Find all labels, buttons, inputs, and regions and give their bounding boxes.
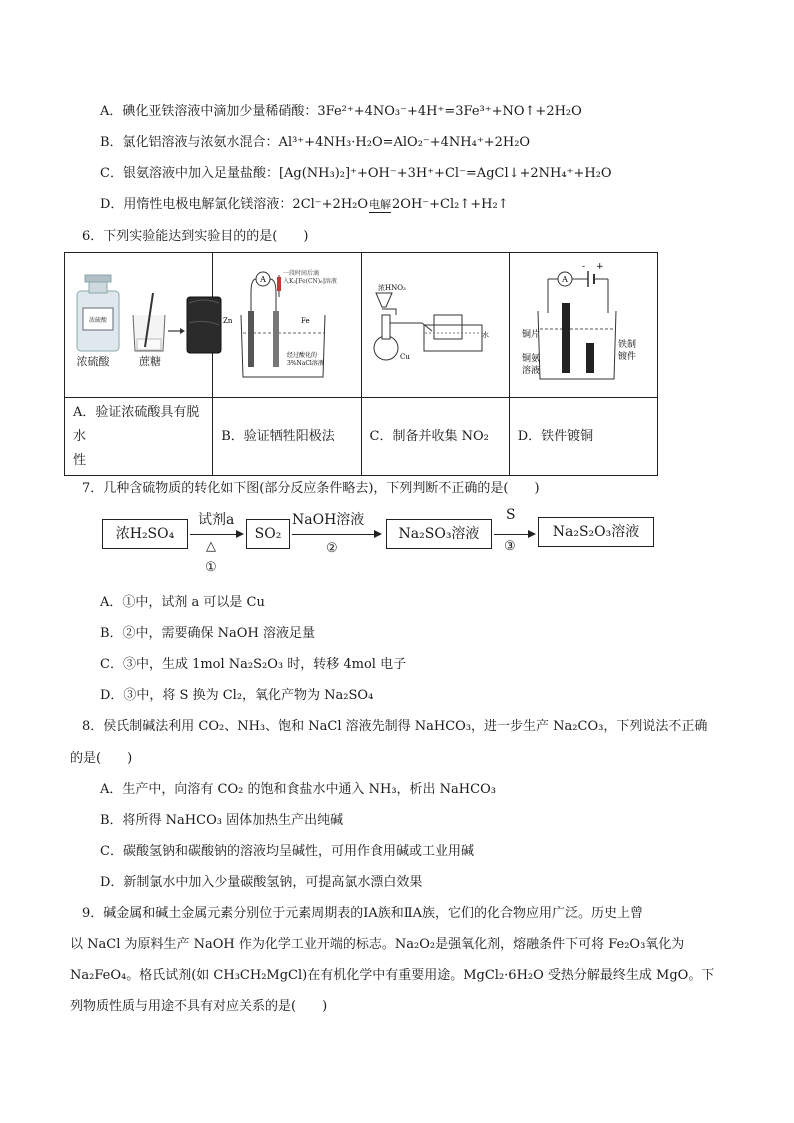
q8-option-a: A．生产中，向溶有 CO₂ 的饱和食盐水中通入 NH₃，析出 NaHCO₃ (100, 782, 496, 797)
q6-stem: 6．下列实验能达到实验目的的是( ) (82, 229, 309, 244)
flow-a1-bottom2: ① (205, 560, 217, 575)
q7-option-c: C．③中，生成 1mol Na₂S₂O₃ 时，转移 4mol 电子 (100, 657, 407, 672)
iron-piece (586, 343, 594, 373)
q6-option-b: B．验证牺牲阳极法 (213, 398, 361, 476)
svg-text:A: A (561, 275, 568, 284)
svg-text:-: - (581, 262, 585, 272)
flow-a1-top: 试剂a (198, 512, 235, 528)
funnel-icon (382, 309, 396, 315)
q9-line2: 以 NaCl 为原料生产 NaOH 作为化学工业开端的标志。Na₂O₂是强氧化剂，熔融条件下可将 Fe₂O₃氧化为 (70, 937, 685, 952)
q8-option-c: C．碳酸氢钠和碳酸钠的溶液均呈碱性，可用作食用碱或工业用碱 (100, 844, 474, 859)
q6-figure-b-image (213, 253, 358, 393)
svg-text:铜氨: 铜氨 (521, 354, 540, 364)
svg-text:Zn: Zn (223, 317, 233, 325)
q6-figure-d (509, 253, 657, 398)
q8-stem-line1: 8．侯氏制碱法利用 CO₂、NH₃、饱和 NaCl 溶液先制得 NaHCO₃，进一步生产 Na₂CO₃，下列说法不正确 (82, 719, 708, 734)
svg-text:Fe: Fe (301, 317, 310, 325)
q6-figure-d-image (510, 253, 649, 393)
collecting-bottle-icon (434, 315, 462, 339)
q8-stem-line2: 的是( ) (70, 751, 133, 766)
flow-a2-top: NaOH溶液 (292, 512, 365, 528)
q7-option-b: B．②中，需要确保 NaOH 溶液足量 (100, 626, 315, 641)
q7-option-a: A．①中，试剂 a 可以是 Cu (100, 595, 265, 610)
svg-text:一段时间后滴: 一段时间后滴 (283, 270, 320, 277)
svg-text:铁制: 铁制 (617, 340, 636, 350)
flow-a3-top: S (506, 507, 516, 523)
bottle-label: 浓硫酸 (88, 317, 108, 324)
q9-line3: Na₂FeO₄。格氏试剂(如 CH₃CH₂MgCl)在有机化学中有重要用途。MgCl₂·6H₂O 受热分解最终生成 MgO。下 (70, 968, 715, 983)
flow-box-h2so4: 浓H₂SO₄ (102, 519, 188, 549)
svg-text:铜片: 铜片 (521, 330, 540, 340)
q6-figure-c-image (362, 253, 507, 393)
flow-box-na2s2o3: Na₂S₂O₃溶液 (538, 517, 654, 547)
flow-arrow-2 (292, 534, 380, 535)
q5-option-d-suffix: 2OH⁻+Cl₂↑+H₂↑ (392, 197, 509, 212)
label-sucrose: 蔗糖 (139, 355, 161, 368)
flow-arrow-3 (494, 534, 534, 535)
q9-line1: 9．碱金属和碱土金属元素分别位于元素周期表的ⅠA族和ⅡA族，它们的化合物应用广泛。历史上曾 (82, 906, 644, 921)
q5-option-c: C．银氨溶液中加入足量盐酸：[Ag(NH₃)₂]⁺+OH⁻+3H⁺+Cl⁻=AgCl↓+2NH₄⁺+H₂O (100, 166, 612, 181)
q7-flowchart (100, 505, 660, 585)
flow-box-na2so3: Na₂SO₃溶液 (386, 519, 492, 549)
copper-plate (562, 303, 570, 373)
svg-text:镀件: 镀件 (617, 352, 636, 362)
q7-stem: 7．几种含硫物质的转化如下图(部分反应条件略去)，下列判断不正确的是( ) (82, 481, 540, 496)
flow-arrow-1 (190, 534, 242, 535)
svg-text:水: 水 (481, 331, 489, 339)
q6-option-c: C．制备并收集 NO₂ (361, 398, 509, 476)
label-sulfuric-acid: 浓硫酸 (76, 355, 110, 368)
q6-figure-b (213, 253, 361, 398)
q6-figure-c (361, 253, 509, 398)
flow-box-so2: SO₂ (246, 519, 290, 549)
q6-option-a: A．验证浓硫酸具有脱水 性 (65, 398, 213, 476)
q5-option-d-condition: 电解 (369, 198, 392, 211)
q6-figure-a (65, 253, 213, 398)
flask-icon (374, 336, 398, 360)
fe-electrode (273, 311, 279, 367)
q5-option-a: A．碘化亚铁溶液中滴加少量稀硝酸：3Fe²⁺+4NO₃⁻+4H⁺=3Fe³⁺+NO↑+2H₂O (100, 104, 582, 119)
zn-electrode (248, 311, 254, 367)
flow-a2-bottom: ② (326, 541, 338, 556)
svg-text:Cu: Cu (399, 353, 410, 361)
svg-text:浓HNO₃: 浓HNO₃ (377, 284, 406, 292)
q5-option-d (100, 196, 509, 214)
svg-text:A: A (260, 275, 267, 284)
q6-option-d: D．铁件镀铜 (509, 398, 657, 476)
svg-text:溶液: 溶液 (521, 366, 540, 376)
svg-text:入K₃[Fe(CN)₆]溶液: 入K₃[Fe(CN)₆]溶液 (283, 278, 338, 285)
svg-text:+: + (595, 262, 604, 272)
svg-text:经过酸化的: 经过酸化的 (287, 352, 318, 359)
beaker-icon (538, 311, 616, 379)
tube-icon (390, 323, 432, 331)
q8-option-b: B．将所得 NaHCO₃ 固体加热生产出纯碱 (100, 813, 344, 828)
flow-a3-bottom: ③ (504, 539, 516, 554)
q5-option-b: B．氯化铝溶液与浓氨水混合：Al³⁺+4NH₃·H₂O=AlO₂⁻+4NH₄⁺+2H₂O (100, 135, 531, 150)
flow-a1-bottom1: △ (206, 539, 216, 554)
svg-text:3%NaCl溶液: 3%NaCl溶液 (287, 360, 325, 367)
q5-option-d-prefix: D．用惰性电极电解氯化镁溶液：2Cl⁻+2H₂O (100, 197, 369, 212)
q6-experiment-table (64, 252, 658, 476)
q6-figure-a-image (65, 253, 228, 393)
q9-line4: 列物质性质与用途不具有对应关系的是( ) (70, 999, 328, 1014)
q7-option-d: D．③中，将 S 换为 Cl₂，氧化产物为 Na₂SO₄ (100, 688, 374, 703)
q8-option-d: D．新制氯水中加入少量碳酸氢钠，可提高氯水漂白效果 (100, 875, 423, 890)
dropper-icon (277, 277, 281, 291)
